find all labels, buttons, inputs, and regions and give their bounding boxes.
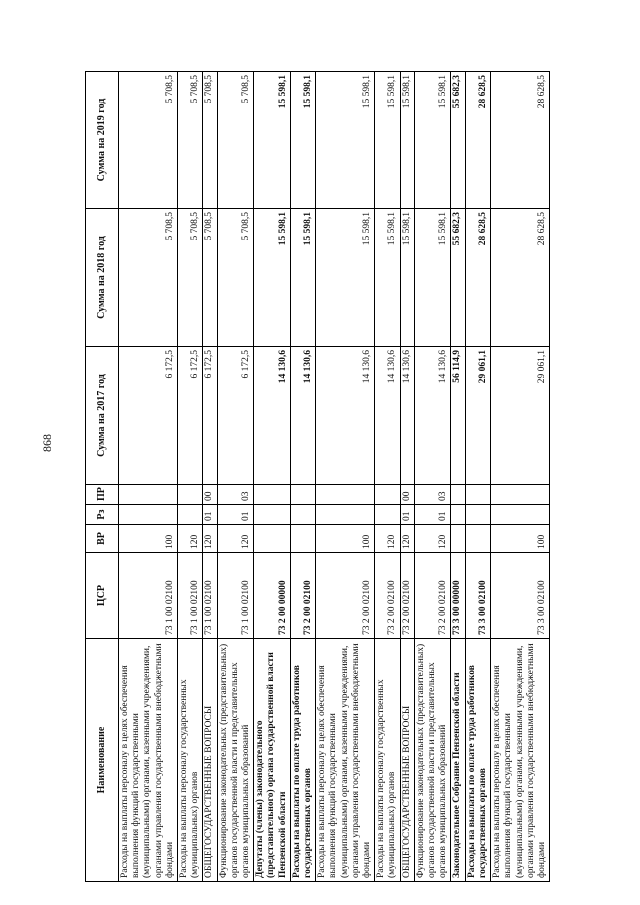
cell-sum-2019: 15 598,1 [254,72,291,209]
table-row [465,72,490,882]
table-row [178,72,203,882]
cell-vr: 120 [178,525,203,553]
cell-sum-2017: 14 130,6 [375,347,400,485]
cell-sum-2017: 29 061,1 [491,347,550,485]
cell-vr [465,525,490,553]
cell-pr [465,485,490,505]
cell-pr: 00 [203,485,217,505]
cell-name: Расходы на выплаты персоналу государственных (муниципальных) органов [375,639,400,882]
cell-sum-2019: 15 598,1 [290,72,315,209]
cell-sum-2019: 15 598,1 [414,72,451,209]
table-row [254,72,291,882]
cell-sum-2019: 28 628,5 [491,72,550,209]
cell-csr: 73 2 00 02100 [290,553,315,639]
cell-pr [451,485,465,505]
header-sum-2018: Сумма на 2018 год [86,209,119,347]
cell-vr: 120 [217,525,254,553]
cell-csr: 73 3 00 02100 [491,553,550,639]
cell-sum-2018: 15 598,1 [414,209,451,347]
cell-sum-2019: 15 598,1 [400,72,414,209]
cell-pr: 03 [414,485,451,505]
cell-sum-2019: 5 708,5 [119,72,178,209]
cell-rz [316,505,375,525]
cell-rz [119,505,178,525]
cell-name: Расходы на выплаты персоналу в целях обеспечения выполнения функций государственными (муниципальными) органами, казенными учреждениями, органами управления государственными внебюджетными фондами [316,639,375,882]
cell-sum-2018: 28 628,5 [465,209,490,347]
cell-csr: 73 1 00 02100 [119,553,178,639]
cell-vr: 100 [119,525,178,553]
cell-sum-2019: 55 682,3 [451,72,465,209]
header-name: Наименование [86,639,119,882]
cell-vr [290,525,315,553]
cell-csr: 73 1 00 02100 [203,553,217,639]
cell-pr [375,485,400,505]
cell-sum-2017: 56 114,9 [451,347,465,485]
cell-pr [119,485,178,505]
header-vr: ВР [86,525,119,553]
cell-sum-2019: 15 598,1 [375,72,400,209]
cell-csr: 73 2 00 02100 [375,553,400,639]
cell-csr: 73 2 00 00000 [254,553,291,639]
cell-sum-2019: 5 708,5 [203,72,217,209]
cell-rz [465,505,490,525]
cell-rz [491,505,550,525]
cell-vr [451,525,465,553]
table-header-row [86,72,119,882]
cell-name: Расходы на выплаты по оплате труда работников государственных органов [465,639,490,882]
table-row [451,72,465,882]
header-csr: ЦСР [86,553,119,639]
table-row [375,72,400,882]
table-row [400,72,414,882]
cell-name: Законодательное Собрание Пензенской области [451,639,465,882]
cell-sum-2017: 6 172,5 [203,347,217,485]
header-sum-2017: Сумма на 2017 год [86,347,119,485]
cell-name: Расходы на выплаты по оплате труда работников государственных органов [290,639,315,882]
cell-sum-2017: 14 130,6 [254,347,291,485]
cell-name: ОБЩЕГОСУДАРСТВЕННЫЕ ВОПРОСЫ [203,639,217,882]
header-pr: ПР [86,485,119,505]
cell-sum-2017: 6 172,5 [217,347,254,485]
cell-sum-2017: 6 172,5 [119,347,178,485]
cell-csr: 73 3 00 02100 [465,553,490,639]
cell-pr [316,485,375,505]
cell-sum-2018: 15 598,1 [375,209,400,347]
cell-vr: 100 [316,525,375,553]
cell-pr [290,485,315,505]
cell-sum-2017: 29 061,1 [465,347,490,485]
table-row [119,72,178,882]
cell-pr [178,485,203,505]
table-row [203,72,217,882]
cell-pr: 00 [400,485,414,505]
cell-name: ОБЩЕГОСУДАРСТВЕННЫЕ ВОПРОСЫ [400,639,414,882]
table-row [217,72,254,882]
cell-sum-2018: 5 708,5 [119,209,178,347]
table-row [414,72,451,882]
table-body [119,72,550,882]
cell-sum-2019: 5 708,5 [178,72,203,209]
cell-csr: 73 2 00 02100 [414,553,451,639]
cell-pr: 03 [217,485,254,505]
cell-sum-2018: 15 598,1 [316,209,375,347]
cell-rz: 01 [400,505,414,525]
table-row [290,72,315,882]
cell-rz [178,505,203,525]
cell-rz: 01 [203,505,217,525]
cell-sum-2019: 15 598,1 [316,72,375,209]
cell-sum-2018: 28 628,5 [491,209,550,347]
rotated-page-content [85,72,550,882]
cell-pr [491,485,550,505]
header-rz: Рз [86,505,119,525]
header-sum-2019: Сумма на 2019 год [86,72,119,209]
cell-name: Депутаты (члены) законодательного (представительного) органа государственной власти Пензенской области [254,639,291,882]
cell-rz: 01 [414,505,451,525]
cell-sum-2018: 15 598,1 [290,209,315,347]
cell-sum-2019: 28 628,5 [465,72,490,209]
cell-csr: 73 1 00 02100 [178,553,203,639]
cell-csr: 73 2 00 02100 [316,553,375,639]
cell-sum-2018: 15 598,1 [400,209,414,347]
cell-sum-2018: 5 708,5 [217,209,254,347]
cell-sum-2017: 14 130,6 [414,347,451,485]
table-row [491,72,550,882]
cell-rz [254,505,291,525]
table-row [316,72,375,882]
cell-name: Функционирование законодательных (представительных) органов государственной власти и представительных органов муниципальных образований [414,639,451,882]
cell-vr: 120 [414,525,451,553]
cell-sum-2017: 6 172,5 [178,347,203,485]
cell-sum-2017: 14 130,6 [290,347,315,485]
cell-vr [254,525,291,553]
cell-csr: 73 3 00 00000 [451,553,465,639]
cell-sum-2017: 14 130,6 [316,347,375,485]
cell-rz [375,505,400,525]
cell-name: Расходы на выплаты персоналу государственных (муниципальных) органов [178,639,203,882]
cell-name: Расходы на выплаты персоналу в целях обеспечения выполнения функций государственными (муниципальными) органами, казенными учреждениями, органами управления государственными внебюджетными фондами [119,639,178,882]
cell-name: Функционирование законодательных (представительных) органов государственной власти и представительных органов муниципальных образований [217,639,254,882]
cell-sum-2018: 5 708,5 [178,209,203,347]
cell-sum-2017: 14 130,6 [400,347,414,485]
cell-rz: 01 [217,505,254,525]
cell-sum-2018: 15 598,1 [254,209,291,347]
cell-vr: 120 [375,525,400,553]
cell-vr: 120 [203,525,217,553]
cell-vr: 100 [491,525,550,553]
cell-pr [254,485,291,505]
cell-sum-2019: 5 708,5 [217,72,254,209]
page-number: 868 [40,434,54,452]
cell-vr: 120 [400,525,414,553]
cell-csr: 73 1 00 02100 [217,553,254,639]
cell-rz [290,505,315,525]
cell-name: Расходы на выплаты персоналу в целях обеспечения выполнения функций государственными (муниципальными) органами, казенными учреждениями, органами управления государственными внебюджетными фондами [491,639,550,882]
cell-rz [451,505,465,525]
cell-sum-2018: 5 708,5 [203,209,217,347]
budget-table [85,71,550,882]
cell-sum-2018: 55 682,3 [451,209,465,347]
cell-csr: 73 2 00 02100 [400,553,414,639]
